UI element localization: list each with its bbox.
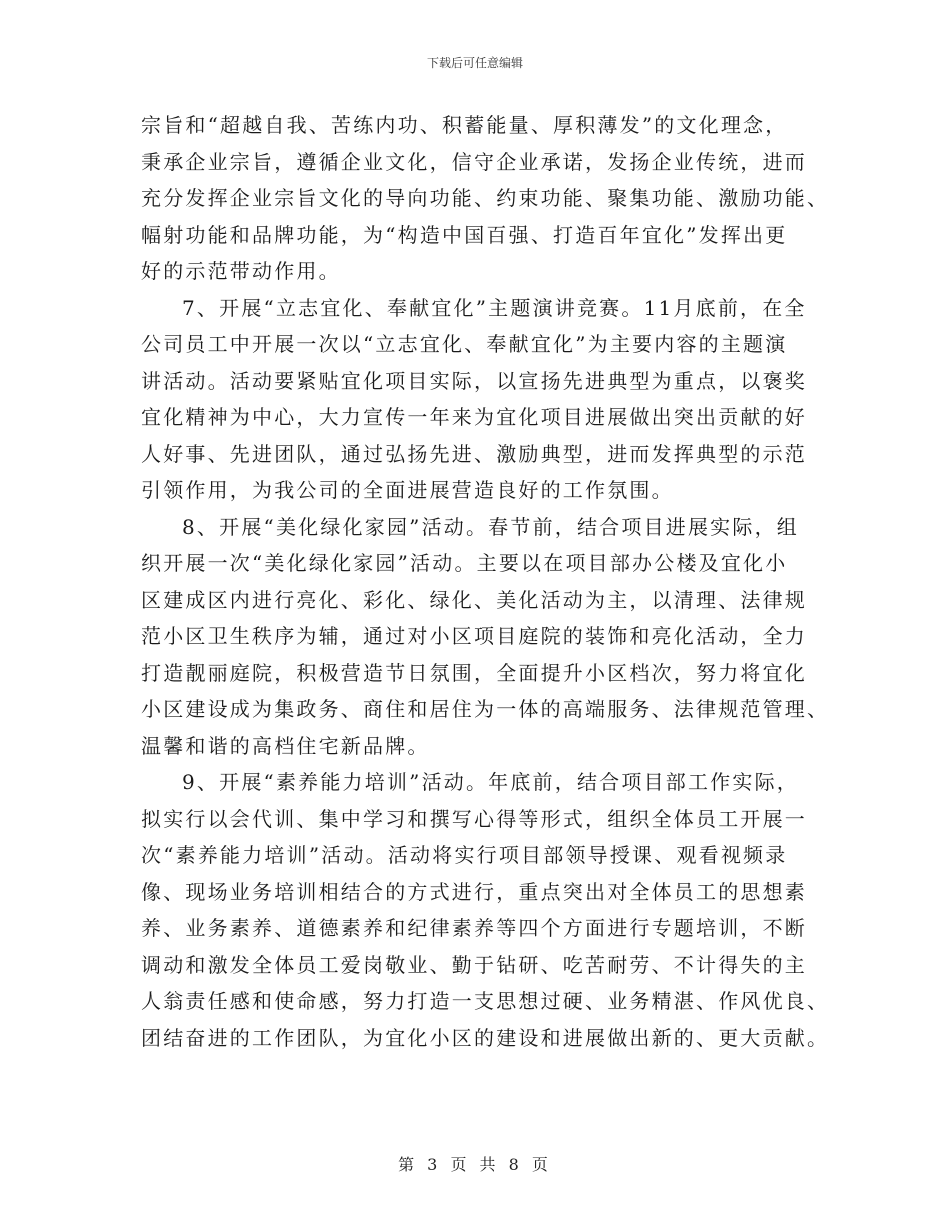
text-line: 拟实行以会代训、集中学习和撰写心得等形式，组织全体员工开展一 (141, 806, 807, 831)
text-line: 充分发挥企业宗旨文化的导向功能、约束功能、聚集功能、激励功能、 (141, 186, 830, 210)
text-line: 幅射功能和品牌功能，为“构造中国百强、打造百年宜化”发挥出更 (141, 222, 788, 247)
text-line: 9、开展“素养能力培训”活动。年底前，结合项目部工作实际， (182, 770, 799, 794)
text-line: 人翁责任感和使命感，努力打造一支思想过硬、业务精湛、作风优良、 (141, 989, 830, 1013)
text-line: 宜化精神为中心，大力宣传一年来为宜化项目进展做出突出贡献的好 (141, 405, 807, 429)
text-line: 公司员工中开展一次以“立志宜化、奉献宜化”为主要内容的主题演 (141, 332, 788, 356)
paragraph-item-9 (141, 764, 830, 1056)
page-number-footer: 第 3 页 共 8 页 (398, 1155, 552, 1174)
text-line: 宗旨和“超越自我、苦练内功、积蓄能量、厚积薄发”的文化理念， (141, 113, 788, 137)
text-line: 讲活动。活动要紧贴宜化项目实际，以宣扬先进典型为重点，以褒奖 (141, 368, 807, 393)
text-line: 温馨和谐的高档住宅新品牌。 (141, 733, 430, 758)
text-line: 像、现场业务培训相结合的方式进行，重点突出对全体员工的思想素 (141, 879, 807, 904)
text-line: 人好事、先进团队，通过弘扬先进、激励典型，进而发挥典型的示范 (141, 441, 807, 466)
text-line: 团结奋进的工作团队，为宜化小区的建设和进展做出新的、更大贡献。 (141, 1025, 830, 1050)
paragraph-continuation (141, 107, 830, 290)
text-line: 次“素养能力培训”活动。活动将实行项目部领导授课、观看视频录 (141, 843, 788, 867)
text-line: 秉承企业宗旨，遵循企业文化，信守企业承诺，发扬企业传统，进而 (141, 149, 807, 174)
text-line: 7、开展“立志宜化、奉献宜化”主题演讲竞赛。11月底前，在全 (182, 295, 807, 320)
paragraph-item-8 (141, 509, 830, 765)
text-line: 调动和激发全体员工爱岗敬业、勤于钻研、吃苦耐劳、不计得失的主 (141, 952, 807, 977)
text-line: 织开展一次“美化绿化家园”活动。主要以在项目部办公楼及宜化小 (141, 551, 788, 575)
text-line: 引领作用，为我公司的全面进展营造良好的工作氛围。 (141, 478, 674, 502)
document-body (141, 107, 830, 1056)
paragraph-item-7 (141, 290, 813, 509)
text-line: 8、开展“美化绿化家园”活动。春节前，结合项目进展实际，组 (182, 514, 799, 539)
text-line: 区建成区内进行亮化、彩化、绿化、美化活动为主，以清理、法律规 (141, 587, 807, 612)
text-line: 小区建设成为集政务、商住和居住为一体的高端服务、法律规范管理、 (141, 697, 830, 721)
text-line: 范小区卫生秩序为辅，通过对小区项目庭院的装饰和亮化活动，全力 (141, 624, 807, 648)
text-line: 打造靓丽庭院，积极营造节日氛围，全面提升小区档次，努力将宜化 (141, 660, 807, 685)
text-line: 养、业务素养、道德素养和纪律素养等四个方面进行专题培训，不断 (141, 916, 807, 940)
text-line: 好的示范带动作用。 (141, 259, 341, 283)
page-header-note: 下载后可任意编辑 (426, 56, 523, 70)
